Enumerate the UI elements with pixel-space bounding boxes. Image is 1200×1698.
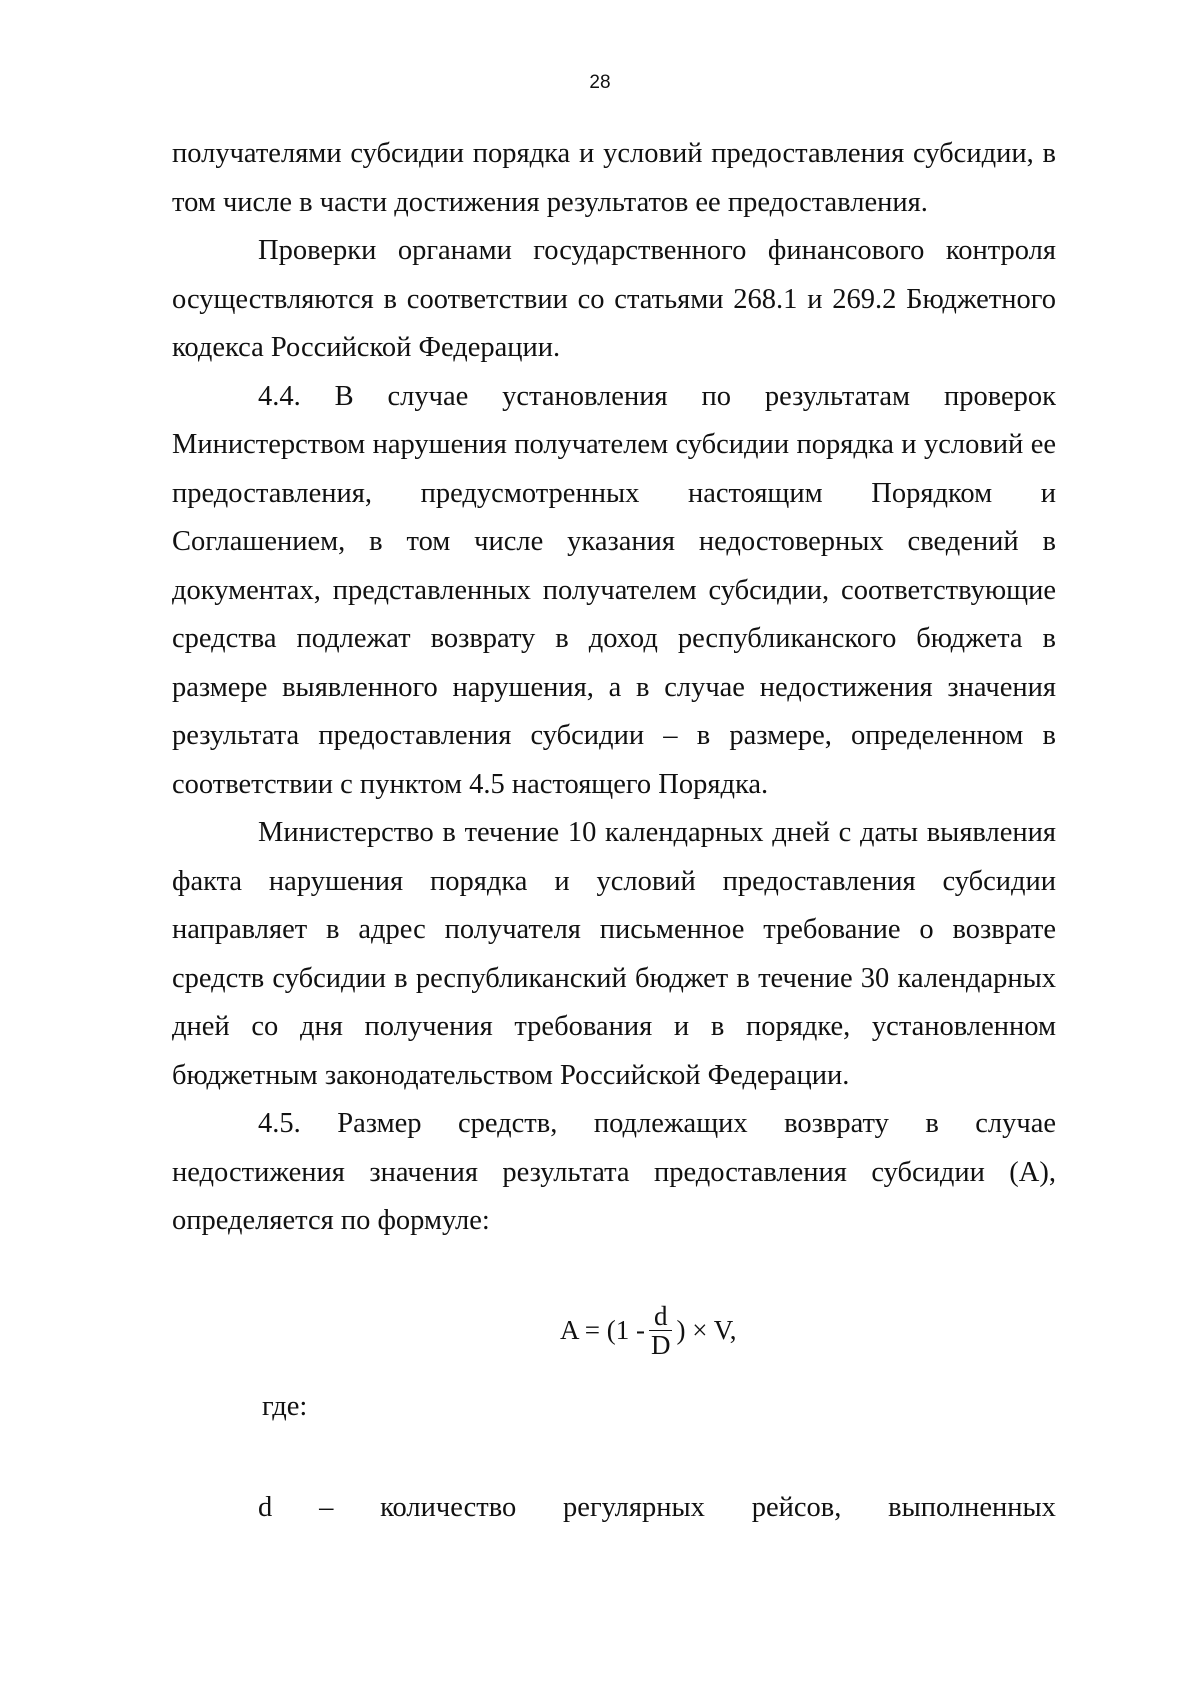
formula	[560, 1302, 736, 1359]
definition-symbol: d	[258, 1492, 273, 1523]
formula-right: ) × V,	[676, 1315, 737, 1345]
definition-word: выполненных	[888, 1492, 1056, 1523]
formula-denominator: D	[650, 1330, 671, 1360]
paragraph-5: 4.5. Размер средств, подлежащих возврату в случае недостижения значения результата предоставления субсидии (A), определяется по формуле:	[172, 1108, 1056, 1236]
formula-left: A = (1 -	[560, 1315, 645, 1345]
formula-numerator: d	[653, 1301, 668, 1331]
definition-word: количество	[380, 1492, 517, 1523]
document-body	[172, 130, 1056, 1246]
page-number: 28	[589, 72, 611, 93]
definition-line	[258, 1492, 1056, 1524]
definition-word: регулярных	[563, 1492, 705, 1523]
paragraph-1: получателями субсидии порядка и условий предоставления субсидии, в том числе в части достижения результатов ее предоставления.	[172, 138, 1056, 218]
paragraph-2: Проверки органами государственного финансового контроля осуществляются в соответствии со статьями 268.1 и 269.2 Бюджетного кодекса Российской Федерации.	[172, 235, 1056, 363]
definition-dash: –	[319, 1492, 334, 1523]
where-label: где:	[262, 1391, 308, 1422]
definition-word: рейсов,	[751, 1492, 842, 1523]
formula-fraction	[649, 1302, 673, 1359]
paragraph-4: Министерство в течение 10 календарных дней с даты выявления факта нарушения порядка и условий предоставления субсидии направляет в адрес получателя письменное требование о возврате средств субсидии в республиканский бюджет в течение 30 календарных дней со дня получения требования и в порядке, установленном бюджетным законодательством Российской Федерации.	[172, 817, 1056, 1091]
paragraph-3: 4.4. В случае установления по результатам проверок Министерством нарушения получателем субсидии порядка и условий ее предоставления, предусмотренных настоящим Порядком и Соглашением, в том числе указания недостоверных сведений в документах, представленных получателем субсидии, соответствующие средства подлежат возврату в доход республиканского бюджета в размере выявленного нарушения, а в случае недостижения значения результата предоставления субсидии – в размере, определенном в соответствии с пунктом 4.5 настоящего Порядка.	[172, 380, 1056, 800]
